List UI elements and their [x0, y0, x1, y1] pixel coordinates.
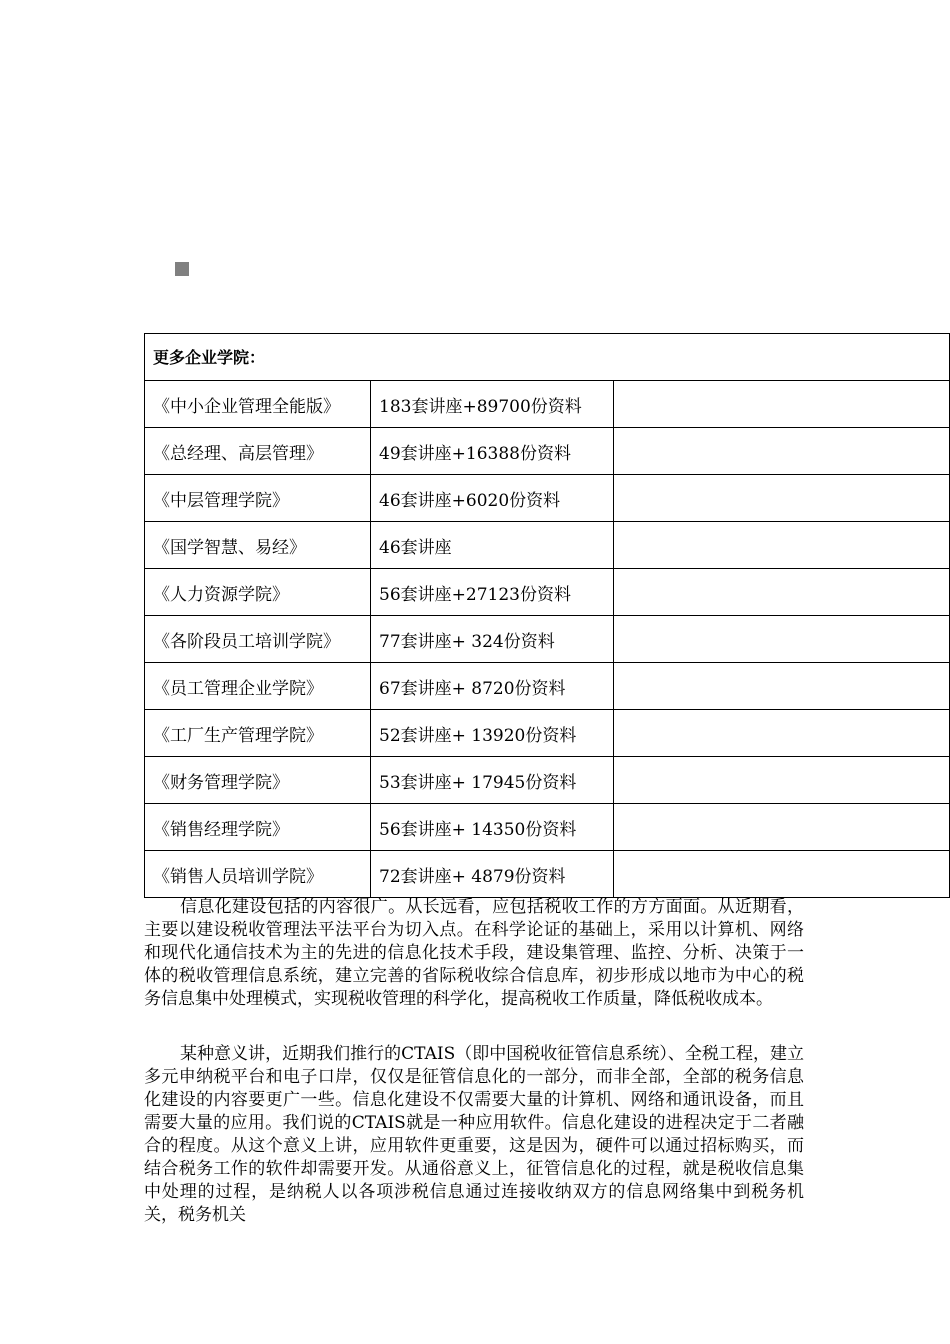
cell-desc: 183套讲座+89700份资料 — [371, 381, 614, 428]
cell-extra — [614, 804, 950, 851]
cell-name: 《中层管理学院》 — [145, 475, 371, 522]
table-header-row — [145, 334, 950, 381]
cell-name: 《员工管理企业学院》 — [145, 663, 371, 710]
cell-name: 《销售经理学院》 — [145, 804, 371, 851]
cell-name: 《中小企业管理全能版》 — [145, 381, 371, 428]
table-row — [145, 428, 950, 475]
cell-name: 《工厂生产管理学院》 — [145, 710, 371, 757]
cell-desc: 52套讲座+ 13920份资料 — [371, 710, 614, 757]
table-row — [145, 804, 950, 851]
cell-name: 《各阶段员工培训学院》 — [145, 616, 371, 663]
cell-extra — [614, 616, 950, 663]
table-row — [145, 710, 950, 757]
cell-name: 《总经理、高层管理》 — [145, 428, 371, 475]
table-header: 更多企业学院： — [145, 334, 950, 381]
cell-desc: 46套讲座 — [371, 522, 614, 569]
cell-desc: 49套讲座+16388份资料 — [371, 428, 614, 475]
bullet-square — [175, 262, 189, 276]
cell-name: 《国学智慧、易经》 — [145, 522, 371, 569]
cell-desc: 53套讲座+ 17945份资料 — [371, 757, 614, 804]
table-row — [145, 569, 950, 616]
table-row — [145, 522, 950, 569]
cell-extra — [614, 710, 950, 757]
cell-extra — [614, 381, 950, 428]
cell-desc: 56套讲座+27123份资料 — [371, 569, 614, 616]
cell-extra — [614, 757, 950, 804]
cell-desc: 67套讲座+ 8720份资料 — [371, 663, 614, 710]
table-row — [145, 757, 950, 804]
cell-extra — [614, 475, 950, 522]
table-row — [145, 851, 950, 898]
cell-extra — [614, 663, 950, 710]
cell-extra — [614, 428, 950, 475]
paragraph-1: 信息化建设包括的内容很广。从长远看，应包括税收工作的方方面面。从近期看，主要以建设税收管理法平法平台为切入点。在科学论证的基础上，采用以计算机、网络和现代化通信技术为主的先进的信息化技术手段，建设集管理、监控、分析、决策于一体的税收管理信息系统，建立完善的省际税收综合信息库，初步形成以地市为中心的税务信息集中处理模式，实现税收管理的科学化，提高税收工作质量，降低税收成本。 — [144, 897, 804, 1009]
table-row — [145, 381, 950, 428]
cell-name: 《人力资源学院》 — [145, 569, 371, 616]
cell-extra — [614, 522, 950, 569]
cell-desc: 46套讲座+6020份资料 — [371, 475, 614, 522]
cell-extra — [614, 851, 950, 898]
cell-desc: 56套讲座+ 14350份资料 — [371, 804, 614, 851]
cell-name: 《财务管理学院》 — [145, 757, 371, 804]
cell-name: 《销售人员培训学院》 — [145, 851, 371, 898]
table-row — [145, 475, 950, 522]
cell-desc: 72套讲座+ 4879份资料 — [371, 851, 614, 898]
course-table — [144, 333, 950, 898]
table-row — [145, 663, 950, 710]
cell-desc: 77套讲座+ 324份资料 — [371, 616, 614, 663]
table-row — [145, 616, 950, 663]
cell-extra — [614, 569, 950, 616]
paragraph-2: 某种意义讲，近期我们推行的CTAIS（即中国税收征管信息系统）、全税工程，建立多元申纳税平台和电子口岸，仅仅是征管信息化的一部分，而非全部，全部的税务信息化建设的内容要更广一些。信息化建设不仅需要大量的计算机、网络和通讯设备，而且需要大量的应用。我们说的CTAIS就是一种应用软件。信息化建设的进程决定于二者融合的程度。从这个意义上讲，应用软件更重要，这是因为，硬件可以通过招标购买，而结合税务工作的软件却需要开发。从通俗意义上，征管信息化的过程，就是税收信息集中处理的过程，是纳税人以各项涉税信息通过连接收纳双方的信息网络集中到税务机关，税务机关 — [144, 1044, 804, 1225]
